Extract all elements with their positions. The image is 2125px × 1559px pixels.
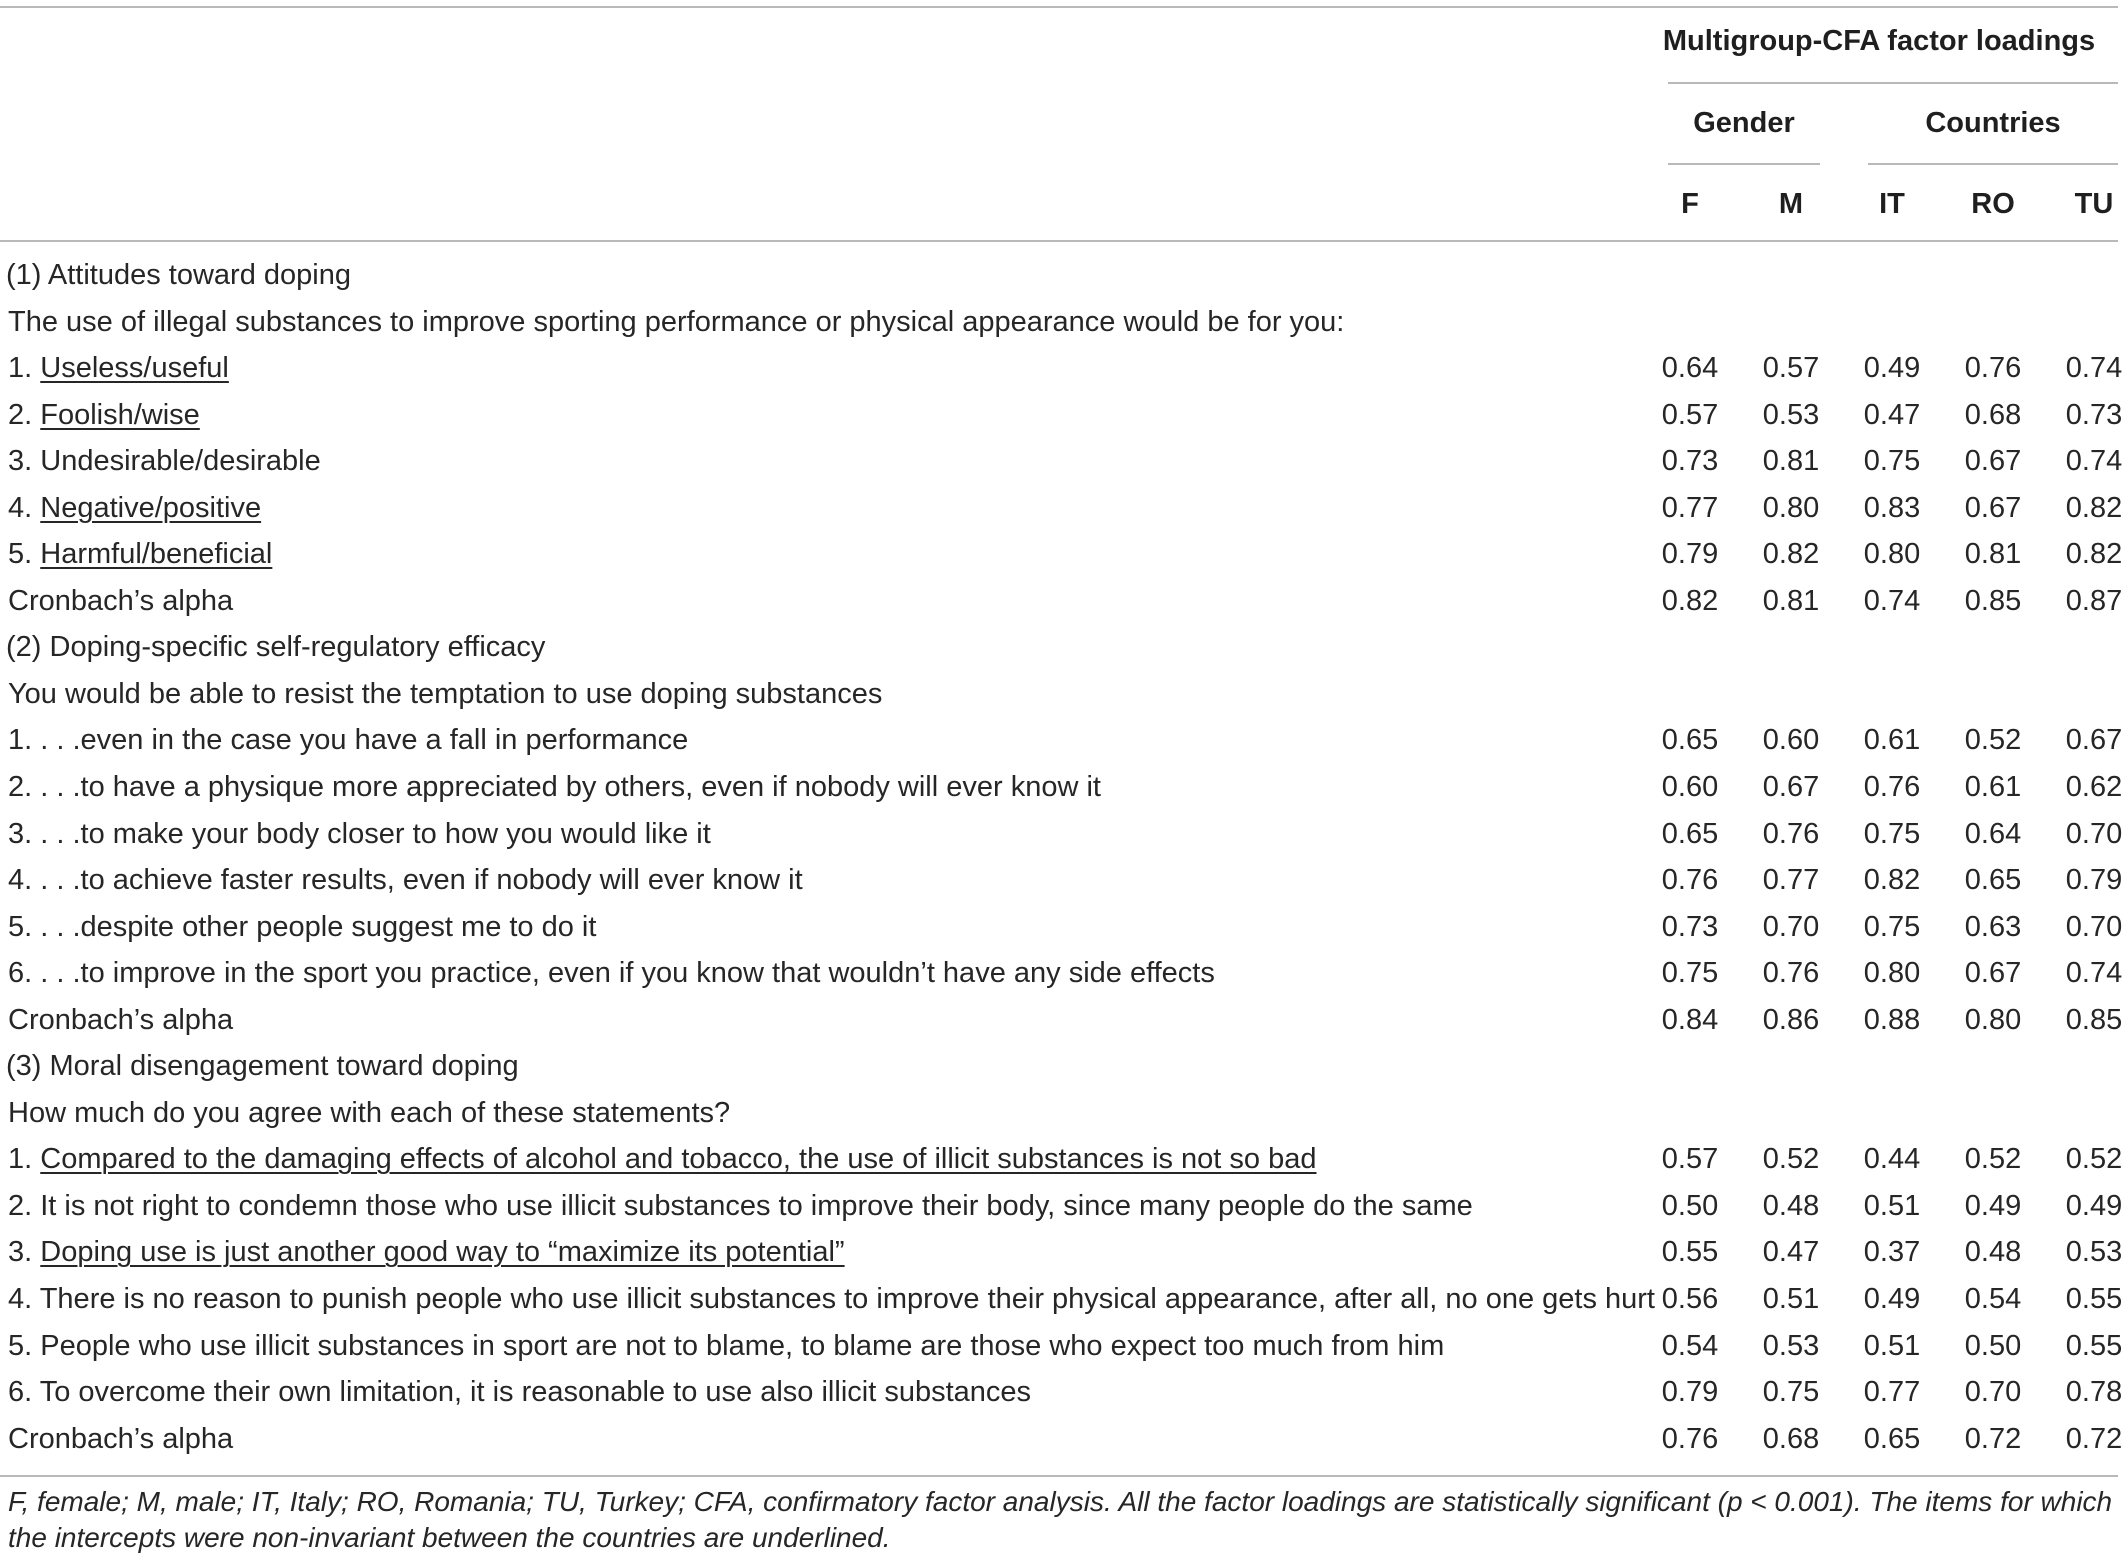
table-row: [0, 1003, 2125, 1050]
item-number: 5.: [8, 910, 41, 943]
loading-value: 0.79: [1661, 538, 1719, 571]
row-label: [8, 351, 229, 385]
loading-value: 0.85: [1964, 584, 2022, 617]
loading-value: 0.57: [1661, 1143, 1719, 1176]
header-rule: [0, 240, 2118, 242]
loading-value: 0.57: [1762, 352, 1820, 385]
table-row: [0, 1189, 2125, 1236]
item-text-underlined: Useless/useful: [40, 352, 229, 385]
loading-value: 0.55: [2065, 1283, 2123, 1316]
item-number: 2.: [8, 771, 41, 804]
loading-value: 0.50: [1661, 1189, 1719, 1222]
group-title: Multigroup-CFA factor loadings: [1662, 25, 2096, 57]
item-text-underlined: Compared to the damaging effects of alcohol and tobacco, the use of illicit substances is not so bad: [40, 1143, 1317, 1176]
row-label: [8, 444, 321, 478]
loading-value: 0.82: [1661, 584, 1719, 617]
column-header-f: F: [1681, 188, 1699, 220]
item-text: It is not right to condemn those who use illicit substances to improve their body, since many people do the same: [40, 1189, 1473, 1222]
loading-value: 0.73: [1661, 910, 1719, 943]
prompt-row: [0, 1096, 2125, 1143]
loading-value: 0.75: [1863, 445, 1921, 478]
item-text: . . .to improve in the sport you practice, even if you know that wouldn’t have any side effects: [40, 957, 1215, 990]
item-number: 2.: [8, 398, 41, 431]
item-number: 4.: [8, 864, 41, 897]
table-row: [0, 1235, 2125, 1282]
loading-value: 0.65: [1964, 864, 2022, 897]
loading-value: 0.70: [2065, 817, 2123, 850]
loading-value: 0.65: [1661, 724, 1719, 757]
countries-header: Countries: [1925, 107, 2061, 139]
table-row: [0, 491, 2125, 538]
loading-value: 0.80: [1964, 1003, 2022, 1036]
table-row: [0, 817, 2125, 864]
prompt-row: [0, 677, 2125, 724]
loading-value: 0.82: [2065, 538, 2123, 571]
loading-value: 0.70: [1762, 910, 1820, 943]
table-row: [0, 351, 2125, 398]
item-text: Undesirable/desirable: [40, 445, 321, 478]
row-label: [8, 956, 1215, 990]
row-label: [8, 723, 688, 757]
loading-value: 0.80: [1863, 957, 1921, 990]
item-text: . . .to make your body closer to how you would like it: [40, 817, 711, 850]
loading-value: 0.67: [1964, 445, 2022, 478]
loading-value: 0.44: [1863, 1143, 1921, 1176]
bottom-rule: [0, 1475, 2118, 1477]
loading-value: 0.52: [1964, 1143, 2022, 1176]
loading-value: 0.55: [2065, 1329, 2123, 1362]
loading-value: 0.81: [1762, 445, 1820, 478]
section-title: (1) Attitudes toward doping: [6, 259, 351, 291]
countries-rule: [1868, 163, 2118, 165]
loading-value: 0.82: [1863, 864, 1921, 897]
loading-value: 0.68: [1762, 1422, 1820, 1455]
loading-value: 0.76: [1661, 864, 1719, 897]
loading-value: 0.67: [1964, 957, 2022, 990]
row-label: [8, 491, 261, 525]
loading-value: 0.73: [2065, 398, 2123, 431]
loading-value: 0.77: [1762, 864, 1820, 897]
loading-value: 0.37: [1863, 1236, 1921, 1269]
loading-value: 0.53: [1762, 1329, 1820, 1362]
item-text: . . .to achieve faster results, even if nobody will ever know it: [40, 864, 803, 897]
loading-value: 0.85: [2065, 1003, 2123, 1036]
table-row: [0, 723, 2125, 770]
loading-value: 0.77: [1863, 1376, 1921, 1409]
gender-header: Gender: [1693, 107, 1795, 139]
loading-value: 0.49: [1964, 1189, 2022, 1222]
table-row: [0, 584, 2125, 631]
table-row: [0, 1329, 2125, 1376]
group-title-rule: [1668, 82, 2118, 84]
item-text: Cronbach’s alpha: [8, 1422, 234, 1455]
table-row: [0, 537, 2125, 584]
row-label: [8, 910, 596, 944]
table-row: [0, 1422, 2125, 1469]
item-number: 1.: [8, 352, 41, 385]
row-label: [8, 1282, 1655, 1316]
column-header-it: IT: [1879, 188, 1905, 220]
table-row: [0, 1142, 2125, 1189]
column-header-tu: TU: [2074, 188, 2114, 220]
row-label: [8, 1189, 1473, 1223]
table-row: [0, 863, 2125, 910]
row-label: [8, 1329, 1444, 1363]
table-row: [0, 398, 2125, 445]
loading-value: 0.47: [1863, 398, 1921, 431]
loading-value: 0.62: [2065, 771, 2123, 804]
loading-value: 0.52: [2065, 1143, 2123, 1176]
loading-value: 0.53: [2065, 1236, 2123, 1269]
loading-value: 0.79: [2065, 864, 2123, 897]
item-number: 6.: [8, 957, 41, 990]
row-label: [8, 1235, 845, 1269]
item-text: . . .despite other people suggest me to do it: [40, 910, 597, 943]
loading-value: 0.76: [1964, 352, 2022, 385]
loading-value: 0.67: [2065, 724, 2123, 757]
loading-value: 0.73: [1661, 445, 1719, 478]
row-label: [8, 398, 200, 432]
loading-value: 0.64: [1964, 817, 2022, 850]
loading-value: 0.67: [1964, 491, 2022, 524]
loading-value: 0.76: [1661, 1422, 1719, 1455]
loading-value: 0.70: [1964, 1376, 2022, 1409]
table-row: [0, 1375, 2125, 1422]
table-row: [0, 1282, 2125, 1329]
loading-value: 0.47: [1762, 1236, 1820, 1269]
loading-value: 0.57: [1661, 398, 1719, 431]
item-number: 5.: [8, 1329, 41, 1362]
loading-value: 0.81: [1964, 538, 2022, 571]
prompt-text: The use of illegal substances to improve sporting performance or physical appearance would be for you:: [8, 305, 1345, 338]
loading-value: 0.68: [1964, 398, 2022, 431]
table-row: [0, 910, 2125, 957]
loading-value: 0.60: [1661, 771, 1719, 804]
gender-rule: [1668, 163, 1820, 165]
loading-value: 0.74: [2065, 352, 2123, 385]
loading-value: 0.83: [1863, 491, 1921, 524]
loading-value: 0.49: [1863, 352, 1921, 385]
loading-value: 0.75: [1863, 910, 1921, 943]
item-text-underlined: Harmful/beneficial: [40, 538, 273, 571]
loading-value: 0.48: [1762, 1189, 1820, 1222]
loading-value: 0.60: [1762, 724, 1820, 757]
loading-value: 0.77: [1661, 491, 1719, 524]
item-text-underlined: Doping use is just another good way to “maximize its potential”: [40, 1236, 845, 1269]
loading-value: 0.72: [1964, 1422, 2022, 1455]
row-label: [8, 1003, 233, 1037]
loading-value: 0.51: [1863, 1189, 1921, 1222]
table-row: [0, 444, 2125, 491]
section-header-row: [0, 258, 2125, 305]
column-header-m: M: [1778, 188, 1804, 220]
loading-value: 0.54: [1964, 1283, 2022, 1316]
column-header-ro: RO: [1971, 188, 2015, 220]
section-header-row: [0, 630, 2125, 677]
loading-value: 0.55: [1661, 1236, 1719, 1269]
item-text: Cronbach’s alpha: [8, 1003, 234, 1036]
loading-value: 0.49: [1863, 1283, 1921, 1316]
loading-value: 0.72: [2065, 1422, 2123, 1455]
loading-value: 0.65: [1863, 1422, 1921, 1455]
item-number: 3.: [8, 1236, 41, 1269]
loading-value: 0.76: [1863, 771, 1921, 804]
loading-value: 0.53: [1762, 398, 1820, 431]
loading-value: 0.52: [1762, 1143, 1820, 1176]
item-text: To overcome their own limitation, it is reasonable to use also illicit substances: [39, 1376, 1032, 1409]
item-text: Cronbach’s alpha: [8, 584, 234, 617]
item-number: 3.: [8, 817, 41, 850]
loading-value: 0.51: [1762, 1283, 1820, 1316]
loading-value: 0.50: [1964, 1329, 2022, 1362]
item-number: 5.: [8, 538, 41, 571]
prompt-text: You would be able to resist the temptation to use doping substances: [8, 677, 883, 710]
loading-value: 0.56: [1661, 1283, 1719, 1316]
item-text: There is no reason to punish people who use illicit substances to improve their physical appearance, after all, no one gets hurt: [39, 1283, 1655, 1316]
loading-value: 0.75: [1863, 817, 1921, 850]
item-text: . . .to have a physique more appreciated by others, even if nobody will ever know it: [40, 771, 1101, 804]
loading-value: 0.82: [2065, 491, 2123, 524]
item-text-underlined: Negative/positive: [40, 491, 262, 524]
loading-value: 0.67: [1762, 771, 1820, 804]
loading-value: 0.81: [1762, 584, 1820, 617]
loading-value: 0.63: [1964, 910, 2022, 943]
table-row: [0, 956, 2125, 1003]
loading-value: 0.75: [1762, 1376, 1820, 1409]
section-header-row: [0, 1049, 2125, 1096]
loading-value: 0.65: [1661, 817, 1719, 850]
item-number: 6.: [8, 1376, 40, 1409]
row-label: [8, 863, 803, 897]
row-label: [8, 1422, 233, 1456]
loading-value: 0.74: [2065, 445, 2123, 478]
section-title: (2) Doping-specific self-regulatory efficacy: [6, 631, 546, 664]
item-number: 1.: [8, 1143, 41, 1176]
row-label: [8, 817, 711, 851]
row-label: [8, 1142, 1317, 1176]
loading-value: 0.52: [1964, 724, 2022, 757]
row-label: [8, 1375, 1031, 1409]
item-number: 1.: [8, 724, 41, 757]
item-text: . . .even in the case you have a fall in performance: [40, 724, 689, 757]
table-body: [0, 258, 2125, 1468]
loading-value: 0.82: [1762, 538, 1820, 571]
loading-value: 0.76: [1762, 957, 1820, 990]
loading-value: 0.51: [1863, 1329, 1921, 1362]
loading-value: 0.76: [1762, 817, 1820, 850]
row-label: [8, 584, 233, 618]
loading-value: 0.70: [2065, 910, 2123, 943]
item-number: 4.: [8, 491, 41, 524]
loading-value: 0.84: [1661, 1003, 1719, 1036]
loading-value: 0.87: [2065, 584, 2123, 617]
loading-value: 0.61: [1863, 724, 1921, 757]
item-text-underlined: Foolish/wise: [40, 398, 200, 431]
prompt-row: [0, 305, 2125, 352]
item-text: People who use illicit substances in sport are not to blame, to blame are those who expect too much from him: [40, 1329, 1445, 1362]
loading-value: 0.49: [2065, 1189, 2123, 1222]
loading-value: 0.79: [1661, 1376, 1719, 1409]
loading-value: 0.74: [2065, 957, 2123, 990]
loading-value: 0.75: [1661, 957, 1719, 990]
section-title: (3) Moral disengagement toward doping: [6, 1050, 519, 1083]
loading-value: 0.88: [1863, 1003, 1921, 1036]
loading-value: 0.64: [1661, 352, 1719, 385]
prompt-text: How much do you agree with each of these statements?: [8, 1096, 731, 1129]
item-number: 4.: [8, 1283, 40, 1316]
loading-value: 0.80: [1863, 538, 1921, 571]
table-row: [0, 770, 2125, 817]
table-footnote: F, female; M, male; IT, Italy; RO, Romania; TU, Turkey; CFA, confirmatory factor analysis. All the factor loadings are statistically significant (p < 0.001). The items for which the intercepts were non-invariant between the countries are underlined.: [8, 1486, 2113, 1553]
loading-value: 0.61: [1964, 771, 2022, 804]
loading-value: 0.86: [1762, 1003, 1820, 1036]
item-number: 2.: [8, 1189, 41, 1222]
loading-value: 0.80: [1762, 491, 1820, 524]
row-label: [8, 770, 1101, 804]
loading-value: 0.54: [1661, 1329, 1719, 1362]
loading-value: 0.48: [1964, 1236, 2022, 1269]
item-number: 3.: [8, 445, 41, 478]
loading-value: 0.78: [2065, 1376, 2123, 1409]
top-rule: [0, 6, 2118, 8]
row-label: [8, 537, 272, 571]
loading-value: 0.74: [1863, 584, 1921, 617]
